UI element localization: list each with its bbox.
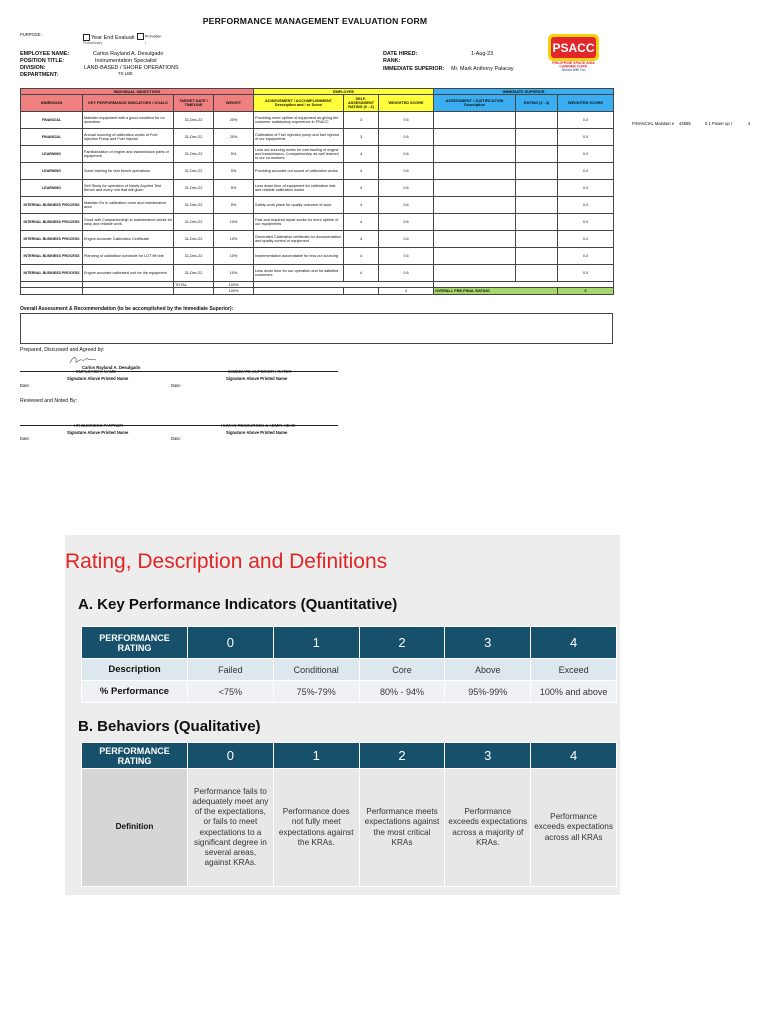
description-label: Description — [82, 659, 188, 681]
row-rating[interactable] — [516, 129, 558, 146]
row-dimension: LEARNING — [21, 146, 83, 163]
row-weight: 10% — [214, 231, 254, 248]
row-weighted-score: 0.6 — [379, 112, 434, 129]
percent-2: 80% - 94% — [359, 681, 445, 703]
svg-text:Moving With You: Moving With You — [561, 67, 586, 71]
row-self-rating: 4 — [344, 214, 379, 231]
col-target: TARGET DATE / TIMELINE — [174, 95, 214, 112]
row-weight: 5% — [214, 180, 254, 197]
table-row — [21, 231, 614, 248]
row-weight: 20% — [214, 129, 254, 146]
definition-2: Performance meets expectations against the most critical KRAs — [359, 769, 445, 887]
row-achievement: Less down time for our operation and for satisfied customers — [254, 265, 344, 282]
row-rating[interactable] — [516, 146, 558, 163]
row-weight: 10% — [214, 265, 254, 282]
employee-sig-name: Carlos Rayland A. Desulgado — [82, 365, 141, 370]
overall-pre-final-label: OVERALL PRE-FINAL RATING — [434, 288, 558, 295]
col-self-rating: SELF-ASSESSMENT RATING (0 - 4) — [344, 95, 379, 112]
row-weighted-score-2: 0.0 — [558, 146, 614, 163]
behavior-level-1: 1 — [273, 743, 359, 769]
row-assessment[interactable] — [434, 180, 516, 197]
superior-group-header: IMMEDIATE SUPERIOR — [434, 89, 614, 95]
behavior-level-2: 2 — [359, 743, 445, 769]
svg-text:CARRIER CORP.: CARRIER CORP. — [559, 64, 588, 69]
reviewer1-title: HR BUSINESS PARTNER — [74, 423, 124, 428]
row-target: 31-Dec-22 — [174, 197, 214, 214]
objectives-group-header: INDIVIDUAL OBJECTIVES — [21, 89, 254, 95]
row-weighted-score-2: 0.0 — [558, 112, 614, 129]
date-label-4: Date: — [171, 436, 182, 441]
row-kpi: Solve training for test bench operations — [83, 163, 174, 180]
date-hired-label: DATE HIRED: — [383, 51, 418, 57]
table-row — [21, 248, 614, 265]
psacc-logo-icon — [546, 33, 601, 71]
row-target: 31-Dec-22 — [174, 248, 214, 265]
table-row — [21, 265, 614, 282]
row-weighted-score: 0.6 — [379, 146, 434, 163]
definition-1: Performance does not fully meet expectations against the KRAs. — [273, 769, 359, 887]
superior-value: Mr. Mark Anthony Palacay — [451, 66, 514, 72]
description-3: Above — [445, 659, 531, 681]
row-rating[interactable] — [516, 248, 558, 265]
row-target: 31-Dec-22 — [174, 112, 214, 129]
definition-0: Performance fails to adequately meet any of the expectations, or fails to meet expectations to a significant degree in several areas, against KRAs. — [188, 769, 274, 887]
purpose-extra: r — [145, 41, 147, 45]
row-achievement: Implementation automatable for less out sourcing — [254, 248, 344, 265]
table-row — [21, 197, 614, 214]
superior-title: IMMEDIATE SUPERIOR / RATER — [228, 369, 292, 374]
row-self-rating: 3 — [344, 129, 379, 146]
definition-3: Performance exceeds expectations across a majority of KRAs. — [445, 769, 531, 887]
total-label: TOTAL — [174, 282, 214, 288]
side-note-extra: 0.1 Power up I — [705, 121, 733, 126]
row-dimension: INTERNAL BUSINESS PROCESS — [21, 197, 83, 214]
purpose-probationary[interactable]: Probationary — [83, 41, 103, 45]
row-target: 31-Dec-22 — [174, 129, 214, 146]
behavior-level-0: 0 — [188, 743, 274, 769]
row-weighted-score-2: 0.0 — [558, 129, 614, 146]
employee-name-label: EMPLOYEE NAME: — [20, 51, 70, 57]
division-label: DIVISION: — [20, 65, 46, 71]
date-hired-value: 1-Aug-23 — [471, 51, 494, 57]
description-1: Conditional — [273, 659, 359, 681]
row-kpi: Annual sourcing of calibration works of Fuel injection Pump and Fuel Injector — [83, 129, 174, 146]
row-target: 31-Dec-22 — [174, 265, 214, 282]
col-weighted2: WEIGHTED SCORE — [558, 95, 614, 112]
total-weight-top: 100% — [214, 282, 254, 288]
kpi-level-4: 4 — [531, 627, 617, 659]
row-kpi: Maintain 5's in calibration room and maintenance area — [83, 197, 174, 214]
table-row — [21, 112, 614, 129]
company-logo — [546, 33, 601, 71]
row-self-rating: 4 — [344, 163, 379, 180]
row-weight: 5% — [214, 163, 254, 180]
row-achievement: Fast and required repair works for more uptime of our equipments — [254, 214, 344, 231]
kpi-rating-header: PERFORMANCE RATING — [82, 627, 188, 659]
row-rating[interactable] — [516, 180, 558, 197]
row-dimension: FINANCIAL — [21, 112, 83, 129]
row-assessment[interactable] — [434, 231, 516, 248]
row-weighted-score-2: 0.0 — [558, 180, 614, 197]
row-self-rating: 4 — [344, 248, 379, 265]
row-assessment[interactable] — [434, 146, 516, 163]
row-target: 31-Dec-22 — [174, 231, 214, 248]
table-row — [21, 180, 614, 197]
row-dimension: LEARNING — [21, 180, 83, 197]
logo-text: PSACC — [552, 41, 595, 55]
row-achievement: Less out sourcing works for overhauling of engine and transmission. Companionship as well learned to our co-workers. — [254, 146, 344, 163]
behaviors-section-title: B. Behaviors (Qualitative) — [78, 718, 261, 735]
row-achievement: Safety work place for quality outcome of work — [254, 197, 344, 214]
total-self: 3 — [379, 288, 434, 295]
description-2: Core — [359, 659, 445, 681]
reviewer1-sig-caption: Signature Above Printed Name — [67, 430, 129, 435]
col-kpi: KEY PERFORMANCE INDICATORS / GOALS — [83, 95, 174, 112]
form-title: PERFORMANCE MANAGEMENT EVALUATION FORM — [202, 16, 428, 26]
row-assessment[interactable] — [434, 197, 516, 214]
behavior-rating-header: PERFORMANCE RATING — [82, 743, 188, 769]
employee-sig-caption: Signature Above Printed Name — [67, 376, 129, 381]
reference-title: Rating, Description and Definitions — [65, 550, 388, 573]
row-kpi: Engine accurate calibrated unit for the equipment — [83, 265, 174, 282]
department-label: DEPARTMENT: — [20, 72, 59, 78]
row-rating[interactable] — [516, 163, 558, 180]
side-note-num: 4 — [748, 121, 751, 126]
prepared-label: Prepared, Discussed and Agreed by: — [20, 347, 105, 353]
svg-text:PHILIPPINE SPACE ASIA: PHILIPPINE SPACE ASIA — [552, 61, 595, 65]
evaluation-table — [20, 88, 614, 295]
checkbox-icon[interactable] — [83, 34, 90, 41]
overall-pre-final-value: 0 — [558, 288, 614, 295]
employee-group-header: EMPLOYEE — [254, 89, 434, 95]
row-assessment[interactable] — [434, 129, 516, 146]
description-0: Failed — [188, 659, 274, 681]
row-dimension: INTERNAL BUSINESS PROCESS — [21, 231, 83, 248]
table-row — [21, 146, 614, 163]
date-label-1: Date: — [20, 383, 31, 388]
percent-1: 75%-79% — [273, 681, 359, 703]
purpose-promotion[interactable]: Promotion — [137, 33, 161, 40]
behavior-level-3: 3 — [445, 743, 531, 769]
employee-name: Carlos Rayland A. Desulgado — [93, 51, 164, 57]
row-dimension: LEARNING — [21, 163, 83, 180]
row-dimension: FINANCIAL — [21, 129, 83, 146]
row-assessment[interactable] — [434, 248, 516, 265]
row-weighted-score-2: 0.0 — [558, 231, 614, 248]
row-kpi: Good with Companionship to maintenance works for easy and reliable work. — [83, 214, 174, 231]
table-row — [21, 214, 614, 231]
kpi-level-2: 2 — [359, 627, 445, 659]
behavior-level-4: 4 — [531, 743, 617, 769]
row-target: 31-Dec-22 — [174, 180, 214, 197]
row-rating[interactable] — [516, 231, 558, 248]
percent-0: <75% — [188, 681, 274, 703]
kpi-section-title: A. Key Performance Indicators (Quantitative) — [78, 596, 398, 613]
row-assessment[interactable] — [434, 112, 516, 129]
row-rating[interactable] — [516, 214, 558, 231]
kpi-rating-table — [81, 626, 617, 703]
row-weight: 5% — [214, 197, 254, 214]
percent-3: 95%-99% — [445, 681, 531, 703]
percent-label: % Performance — [82, 681, 188, 703]
rank-label: RANK: — [383, 58, 401, 64]
definition-4: Performance exceeds expectations across all KRAs — [531, 769, 617, 887]
reviewer2-sig-caption: Signature Above Printed Name — [226, 430, 288, 435]
row-weight: 10% — [214, 214, 254, 231]
kpi-level-3: 3 — [445, 627, 531, 659]
row-dimension: INTERNAL BUSINESS PROCESS — [21, 265, 83, 282]
row-weight: 5% — [214, 146, 254, 163]
reviewer2-title: HUMAN RESOURCES & ADMIN HEAD — [221, 423, 296, 428]
description-4: Exceed — [531, 659, 617, 681]
row-kpi: Maintain equipment with a good condition for no downtime — [83, 112, 174, 129]
reviewed-label: Reviewed and Noted By: — [20, 398, 78, 404]
date-label-2: Date: — [171, 383, 182, 388]
division-value: LAND-BASED / SHORE OPERATIONS — [84, 65, 179, 71]
row-weighted-score: 0.6 — [379, 265, 434, 282]
side-note-value: 44885 — [679, 121, 691, 126]
row-achievement: Less down time of equipment for calibration fast and reliable calibration works — [254, 180, 344, 197]
row-weighted-score: 0.6 — [379, 129, 434, 146]
row-kpi: Engine Accurate Calibration Certificate — [83, 231, 174, 248]
row-self-rating: 4 — [344, 265, 379, 282]
row-self-rating: 3 — [344, 112, 379, 129]
row-dimension: INTERNAL BUSINESS PROCESS — [21, 248, 83, 265]
row-weighted-score-2: 0.0 — [558, 197, 614, 214]
row-kpi: Planning of calibration schedule for LGT lift ride — [83, 248, 174, 265]
employee-title: EMPLOYEE'S NAME — [76, 369, 116, 374]
row-kpi: Self Study for operation of Newly Aquired Test Bench and every unit that will given — [83, 180, 174, 197]
col-dimension: DIMENSION — [21, 95, 83, 112]
kpi-level-1: 1 — [273, 627, 359, 659]
total-weight: 100% — [214, 288, 254, 295]
row-target: 31-Dec-22 — [174, 146, 214, 163]
row-achievement: Generated Calibration certificate for documentation and quality control of equipment — [254, 231, 344, 248]
side-note-label: FINANCIAL Maintain e — [632, 121, 675, 126]
date-label-3: Date: — [20, 436, 31, 441]
row-kpi: Familiarization of engine and transmission parts of equipment — [83, 146, 174, 163]
kpi-level-0: 0 — [188, 627, 274, 659]
row-weighted-score-2: 0.0 — [558, 214, 614, 231]
row-weighted-score: 0.6 — [379, 180, 434, 197]
col-weighted: WEIGHTED SCORE — [379, 95, 434, 112]
row-assessment[interactable] — [434, 214, 516, 231]
row-weighted-score: 0.6 — [379, 197, 434, 214]
row-self-rating: 4 — [344, 197, 379, 214]
row-achievement: Providing accurate out sound of calibration works — [254, 163, 344, 180]
row-weight: 10% — [214, 248, 254, 265]
checkbox-icon[interactable] — [137, 33, 144, 40]
row-rating[interactable] — [516, 265, 558, 282]
row-assessment[interactable] — [434, 163, 516, 180]
row-self-rating: 4 — [344, 180, 379, 197]
row-weighted-score: 0.6 — [379, 163, 434, 180]
row-weighted-score-2: 0.0 — [558, 163, 614, 180]
rating-reference-panel — [65, 535, 620, 895]
row-achievement: Providing more uptime of equipment as giving the customer satisfactory experience in PSACC — [254, 112, 344, 129]
superior-sig-caption: Signature Above Printed Name — [226, 376, 288, 381]
purpose-label: PURPOSE: — [20, 32, 42, 37]
row-dimension: INTERNAL BUSINESS PROCESS — [21, 214, 83, 231]
row-assessment[interactable] — [434, 265, 516, 282]
col-assessment: ASSESSMENT / JUSTIFICATION Description — [434, 95, 516, 112]
row-self-rating: 4 — [344, 231, 379, 248]
row-weight: 20% — [214, 112, 254, 129]
position-value: Instrumentation Specialist — [95, 58, 157, 64]
table-row — [21, 163, 614, 180]
definition-label: Definition — [82, 769, 188, 887]
row-self-rating: 4 — [344, 146, 379, 163]
row-weighted-score: 0.6 — [379, 231, 434, 248]
row-rating[interactable] — [516, 197, 558, 214]
row-weighted-score-2: 0.0 — [558, 265, 614, 282]
department-value: TS-LBE — [118, 71, 133, 76]
superior-label: IMMEDIATE SUPERIOR: — [383, 66, 445, 72]
overall-assessment-label: Overall Assessment & Recommendation (to be accomplished by the Immediate Superior): — [20, 306, 234, 312]
percent-4: 100% and above — [531, 681, 617, 703]
behavior-rating-table — [81, 742, 617, 887]
row-target: 31-Dec-22 — [174, 214, 214, 231]
col-achievement: ACHIEVEMENT / ACCOMPLISHMENT Description and / or Score — [254, 95, 344, 112]
position-label: POSITION TITLE: — [20, 58, 65, 64]
row-weighted-score: 0.6 — [379, 214, 434, 231]
purpose-year-end[interactable]: Year End Evaluati — [83, 34, 135, 41]
row-weighted-score-2: 0.0 — [558, 248, 614, 265]
overall-assessment-box[interactable] — [20, 313, 613, 344]
col-weight: WEIGHT — [214, 95, 254, 112]
row-achievement: Calibration of Fuel injection pump and fuel injector of our equipments — [254, 129, 344, 146]
row-rating[interactable] — [516, 112, 558, 129]
row-target: 31-Dec-22 — [174, 163, 214, 180]
row-weighted-score: 0.6 — [379, 248, 434, 265]
col-rating: RATING (0 - 4) — [516, 95, 558, 112]
table-row — [21, 129, 614, 146]
